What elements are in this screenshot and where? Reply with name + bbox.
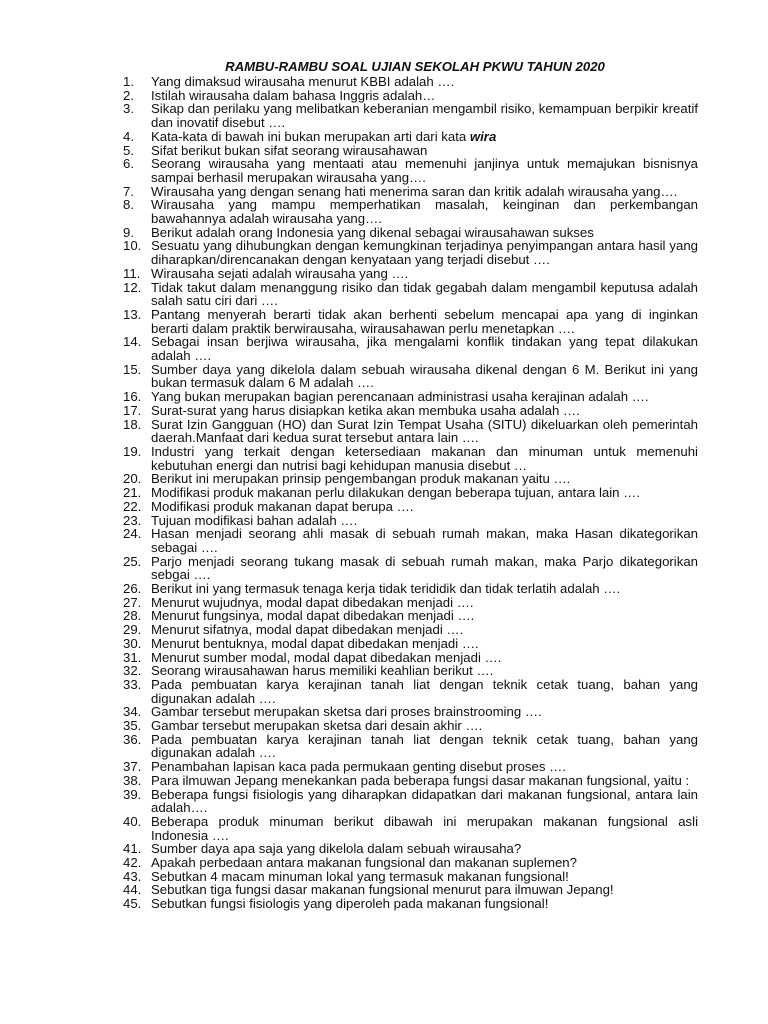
list-item [123,198,698,225]
question-body: Wirausaha yang dengan senang hati menerima saran dan kritik adalah wirausaha yang…. [151,183,678,199]
question-body: Gambar tersebut merupakan sketsa dari proses brainstrooming …. [151,704,542,720]
question-number: 33. [123,676,142,692]
question-text [151,719,698,733]
question-body: Wirausaha sejati adalah wirausaha yang …. [151,265,409,281]
question-number: 4. [123,128,134,144]
question-text [151,897,698,911]
list-item [123,719,698,733]
question-number: 7. [123,183,134,199]
question-body: Yang bukan merupakan bagian perencanaan administrasi usaha kerajinan adalah …. [151,389,649,405]
question-text [151,815,698,842]
question-text [151,870,698,884]
list-item [123,226,698,240]
question-body: Istilah wirausaha dalam bahasa Inggris adalah… [151,87,436,103]
list-item [123,870,698,884]
list-item [123,514,698,528]
list-item [123,445,698,472]
page-title: RAMBU-RAMBU SOAL UJIAN SEKOLAH PKWU TAHUN 2020 [225,59,605,74]
question-number: 40. [123,813,142,829]
question-text [151,102,698,129]
question-text [151,788,698,815]
list-item [123,609,698,623]
question-number: 2. [123,87,134,103]
question-text [151,75,698,89]
question-number: 30. [123,635,142,651]
question-number: 20. [123,471,142,487]
question-text [151,363,698,390]
list-item [123,664,698,678]
list-item [123,883,698,897]
question-number: 36. [123,731,142,747]
list-item [123,75,698,89]
question-body: Wirausaha yang mampu memperhatikan masalah, keinginan dan perkembangan bawahannya adalah wirausaha yang…. [151,197,698,227]
question-body: Sumber daya yang dikelola dalam sebuah wirausaha dikenal dengan 6 M. Berikut ini yang bukan termasuk dalam 6 M adalah …. [151,361,698,391]
question-text [151,774,698,788]
list-item [123,472,698,486]
question-number: 17. [123,402,142,418]
list-item [123,637,698,651]
list-item [123,308,698,335]
question-number: 1. [123,74,134,89]
question-number: 25. [123,553,142,569]
question-list [123,75,698,911]
question-body: Berikut ini yang termasuk tenaga kerja tidak terididik dan tidak terlatih adalah …. [151,581,621,597]
question-text [151,664,698,678]
question-number: 23. [123,512,142,528]
question-text [151,760,698,774]
question-text [151,185,698,199]
question-number: 9. [123,224,134,240]
question-number: 8. [123,197,134,213]
question-text [151,678,698,705]
question-number: 37. [123,759,142,775]
question-body: Tujuan modifikasi bahan adalah …. [151,512,358,528]
list-item [123,527,698,554]
question-number: 5. [123,142,134,158]
question-body: Tidak takut dalam menanggung risiko dan tidak gegabah dalam mengambil keputusa adalah salah satu ciri dari …. [151,279,698,309]
list-item [123,102,698,129]
question-body: Sifat berikut bukan sifat seorang wirausahawan [151,142,428,158]
question-text [151,637,698,651]
question-body: Menurut wujudnya, modal dapat dibedakan menjadi …. [151,594,474,610]
question-number: 44. [123,882,142,898]
question-body: Sebutkan 4 macam minuman lokal yang termasuk makanan fungsional! [151,868,569,884]
list-item [123,390,698,404]
question-body: Gambar tersebut merupakan sketsa dari desain akhir …. [151,718,483,734]
list-item [123,486,698,500]
question-body: Seorang wirausaha yang mentaati atau memenuhi janjinya untuk memajukan bisnisnya sampai berhasil merupakan wirausaha yang…. [151,156,698,185]
list-item [123,623,698,637]
question-body: Berikut ini merupakan prinsip pengembangan produk makanan yaitu …. [151,471,571,487]
list-item [123,678,698,705]
list-item [123,404,698,418]
question-number: 43. [123,868,142,884]
question-body: Pada pembuatan karya kerajinan tanah liat dengan teknik cetak tuang, bahan yang digunakan adalah …. [151,731,698,761]
question-body: Beberapa fungsi fisiologis yang diharapkan didapatkan dari makanan fungsional, antara lain adalah…. [151,786,698,816]
question-text [151,705,698,719]
question-body: Apakah perbedaan antara makanan fungsional dan makanan suplemen? [151,855,577,871]
question-body: Yang dimaksud wirausaha menurut KBBI adalah …. [151,74,455,89]
question-number: 6. [123,156,134,172]
question-text [151,527,698,554]
question-body: Hasan menjadi seorang ahli masak di sebuah rumah makan, maka Hasan dikategorikan sebagai …. [151,526,698,555]
question-body: Seorang wirausahawan harus memiliki keahlian berikut …. [151,663,494,679]
question-text [151,623,698,637]
question-text [151,582,698,596]
question-number: 27. [123,594,142,610]
question-body: Sumber daya apa saja yang dikelola dalam sebuah wirausaha? [151,841,522,857]
question-number: 21. [123,485,142,501]
list-item [123,144,698,158]
question-number: 28. [123,608,142,624]
question-number: 11. [123,265,141,281]
question-number: 32. [123,663,142,679]
list-item [123,788,698,815]
question-body: Modifikasi produk makanan dapat berupa …. [151,498,414,514]
question-text [151,198,698,225]
question-number: 15. [123,361,142,377]
question-text [151,856,698,870]
question-number: 41. [123,841,142,857]
list-item [123,500,698,514]
question-text [151,281,698,308]
question-body: Para ilmuwan Jepang menekankan pada beberapa fungsi dasar makanan fungsional, yaitu : [151,772,690,788]
question-text [151,308,698,335]
list-item [123,267,698,281]
question-text [151,89,698,103]
question-text [151,390,698,404]
question-body: Modifikasi produk makanan perlu dilakukan dengan beberapa tujuan, antara lain …. [151,485,640,501]
question-number: 42. [123,855,142,871]
list-item [123,760,698,774]
question-number: 19. [123,443,142,459]
list-item [123,897,698,911]
question-text [151,267,698,281]
list-item [123,842,698,856]
list-item [123,705,698,719]
question-number: 29. [123,622,142,638]
question-body: Pada pembuatan karya kerajinan tanah liat dengan teknik cetak tuang, bahan yang digunakan adalah …. [151,676,698,706]
question-text [151,335,698,362]
list-item [123,130,698,144]
question-body: Menurut sifatnya, modal dapat dibedakan menjadi …. [151,622,464,638]
question-body: Menurut sumber modal, modal dapat dibedakan menjadi …. [151,649,502,665]
list-item [123,281,698,308]
question-body: Sebutkan fungsi fisiologis yang diperoleh pada makanan fungsional! [151,896,549,912]
list-item [123,239,698,266]
question-text [151,157,698,184]
question-text [151,733,698,760]
question-body: Sebutkan tiga fungsi dasar makanan fungsional menurut para ilmuwan Jepang! [151,882,614,898]
question-body: Parjo menjadi seorang tukang masak di sebuah rumah makan, maka Parjo dikategorikan sebgai …. [151,553,698,583]
question-body: Sesuatu yang dihubungkan dengan kemungkinan terjadinya penyimpangan antara hasil yang diharapkan/direncanakan dengan kenyataan yang terjadi disebut …. [151,238,698,268]
question-text [151,472,698,486]
question-text [151,651,698,665]
list-item [123,651,698,665]
question-body: Beberapa produk minuman berikut dibawah ini merupakan makanan fungsional asli Indonesia …. [151,813,698,843]
question-text [151,514,698,528]
question-number: 16. [123,389,142,405]
question-emphasis: wira [469,128,497,144]
list-item [123,733,698,760]
list-item [123,582,698,596]
question-text [151,445,698,472]
question-body: Industri yang terkait dengan ketersediaan makanan dan minuman untuk memenuhi kebutuhan energi dan nutrisi bagi kehidupan manusia disebut … [151,443,698,473]
question-text [151,239,698,266]
question-number: 14. [123,334,142,350]
question-text [151,144,698,158]
question-body: Sikap dan perilaku yang melibatkan keberanian mengambil risiko, kemampuan berpikir kreatif dan inovatif disebut …. [151,101,698,131]
question-text [151,486,698,500]
question-body: Kata-kata di bawah ini bukan merupakan arti dari kata [151,128,470,144]
list-item [123,363,698,390]
question-text [151,404,698,418]
question-number: 12. [123,279,142,295]
list-item [123,815,698,842]
list-item [123,596,698,610]
question-text [151,842,698,856]
question-text [151,596,698,610]
question-body: Sebagai insan berjiwa wirausaha, jika mengalami konflik tindakan yang tepat dilakukan adalah …. [151,334,698,364]
question-body: Pantang menyerah berarti tidak akan berhenti sebelum mencapai apa yang di inginkan berarti dalam praktik berwirausaha, wirausahawan perlu menetapkan …. [151,306,698,336]
list-item [123,856,698,870]
question-text [151,226,698,240]
question-text [151,883,698,897]
question-body: Penambahan lapisan kaca pada permukaan genting disebut proses …. [151,759,566,775]
list-item [123,335,698,362]
question-number: 26. [123,581,142,597]
question-text [151,418,698,445]
question-text [151,500,698,514]
question-text [151,555,698,582]
question-body: Menurut fungsinya, modal dapat dibedakan menjadi …. [151,608,475,624]
question-number: 13. [123,306,142,322]
question-body: Berikut adalah orang Indonesia yang dikenal sebagai wirausahawan sukses [151,224,594,240]
question-body: Surat Izin Gangguan (HO) dan Surat Izin Tempat Usaha (SITU) dikeluarkan oleh pemerintah daerah.Manfaat dari kedua surat tersebut antara lain …. [151,416,698,446]
question-number: 10. [123,238,142,254]
question-number: 45. [123,896,142,912]
list-item [123,555,698,582]
question-number: 39. [123,786,142,802]
question-text [151,130,698,144]
question-number: 22. [123,498,142,514]
question-body: Surat-surat yang harus disiapkan ketika akan membuka usaha adalah …. [151,402,580,418]
question-text [151,609,698,623]
question-number: 24. [123,526,142,542]
question-number: 34. [123,704,142,720]
question-body: Menurut bentuknya, modal dapat dibedakan menjadi …. [151,635,479,651]
list-item [123,185,698,199]
question-number: 3. [123,101,134,117]
list-item [123,89,698,103]
question-number: 35. [123,718,142,734]
question-number: 38. [123,772,142,788]
list-item [123,774,698,788]
question-number: 18. [123,416,142,432]
question-number: 31. [123,649,142,665]
list-item [123,157,698,184]
list-item [123,418,698,445]
